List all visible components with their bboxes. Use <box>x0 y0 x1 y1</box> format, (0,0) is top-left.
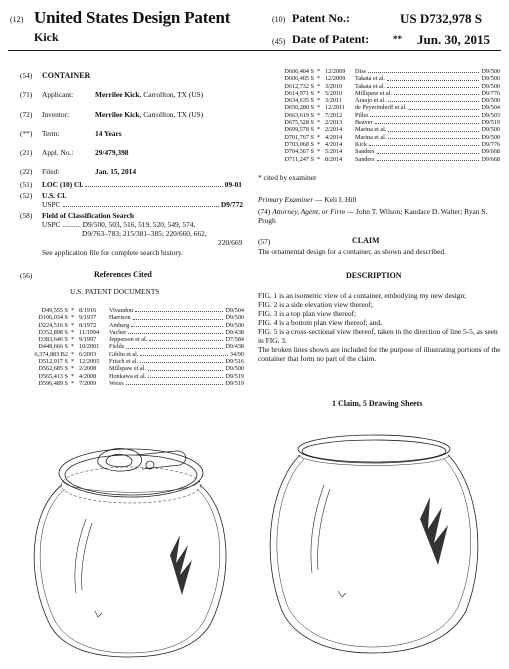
reference-row <box>268 97 500 104</box>
inventor-field: (72) Inventor: Merrilee Kick, Carrollton, TX (US) <box>20 110 204 119</box>
leader-dots <box>370 116 479 117</box>
reference-cited-mark: * <box>71 379 75 387</box>
references-heading-row: (56) <box>20 271 33 280</box>
reference-cited-mark: * <box>71 321 75 329</box>
reference-cited-mark: * <box>317 97 321 105</box>
reference-inventor: Amberg <box>109 321 130 329</box>
reference-number: D614,971 S <box>284 89 314 97</box>
reference-number: D596,489 S <box>38 379 68 387</box>
leader-dots <box>126 348 223 349</box>
reference-date: 5/2014 <box>325 148 343 156</box>
reference-date: 3/2010 <box>325 82 343 90</box>
description-para: FIG. 3 is a top plan view thereof; <box>258 309 357 318</box>
reference-date: 7/2012 <box>325 111 343 119</box>
invention-title: CONTAINER <box>42 71 91 80</box>
reference-number: D634,635 S <box>284 97 314 105</box>
reference-class: D9/668 <box>481 155 500 163</box>
reference-cited-mark: * <box>317 119 321 127</box>
reference-date: 11/1994 <box>79 328 100 336</box>
reference-class: D9/519 <box>481 119 500 127</box>
reference-cited-mark: * <box>317 111 321 119</box>
reference-number: D565,413 S <box>38 372 68 380</box>
reference-inventor: Araujo et al. <box>355 97 386 105</box>
leader-dots <box>368 72 479 73</box>
claim-text: The ornamental design for a container, as shown and described. <box>258 247 446 256</box>
reference-cited-mark: * <box>317 75 321 83</box>
reference-row <box>268 75 500 82</box>
application-number-field: (21) Appl. No.: 29/479,398 <box>20 148 129 157</box>
reference-number: D612,732 S <box>284 82 314 90</box>
reference-number: D606,404 S <box>284 68 314 75</box>
applicant-field: (71) Applicant: Merrilee Kick, Carrollton, TX (US) <box>20 90 204 99</box>
reference-class: D9/500 <box>225 314 244 322</box>
leader-dots <box>140 355 228 356</box>
reference-inventor: Sanders <box>355 155 375 163</box>
filed-field: (22) Filed: Jan. 15, 2014 <box>20 167 137 176</box>
isometric-view-figure <box>34 449 226 657</box>
description-body <box>258 291 502 363</box>
reference-inventor: Fields <box>109 343 125 351</box>
reference-inventor: de Peyerimhoff et al. <box>355 104 407 112</box>
reference-inventor: Weiss <box>109 379 124 387</box>
reference-class: D9/504 <box>481 104 500 112</box>
reference-cited-mark: * <box>71 350 75 358</box>
reference-cited-mark: * <box>71 343 75 351</box>
reference-row <box>22 314 244 321</box>
search-line-1: USPC .......... D9/500, 503, 516, 519, 520, 549, 574, <box>42 220 196 229</box>
reference-date: 2/2008 <box>79 365 97 373</box>
reference-cited-mark: * <box>317 89 321 97</box>
reference-date: 12/2009 <box>325 68 346 75</box>
reference-number: D49,555 S <box>41 307 68 314</box>
leader-dots <box>387 87 479 88</box>
loc-field: (51) LOC (10) Cl. 09-01 <box>20 180 242 189</box>
reference-number: D448,666 S <box>38 343 68 351</box>
cited-by-examiner-note: * cited by examiner <box>258 173 317 182</box>
reference-cited-mark: * <box>71 358 75 366</box>
reference-inventor: Takata et al. <box>355 82 385 90</box>
search-note: See application file for complete search history. <box>42 248 183 257</box>
reference-date: 9/1997 <box>79 336 97 344</box>
leader-dots <box>148 377 223 378</box>
reference-number: D352,898 S <box>38 328 68 336</box>
reference-date: 2/2013 <box>325 119 343 127</box>
reference-date: 2/2014 <box>325 126 343 134</box>
reference-inventor: Frisch et al. <box>109 358 139 366</box>
reference-inventor: Millspaw et al. <box>109 365 146 373</box>
us-cl-field: (52) U.S. Cl. <box>20 191 67 200</box>
inventor-surname: Kick <box>34 30 59 44</box>
leader-dots <box>388 101 480 102</box>
reference-row <box>22 336 244 343</box>
reference-class: D9/438 <box>225 328 244 336</box>
reference-cited-mark: * <box>71 365 75 373</box>
reference-row <box>268 83 500 90</box>
reference-row <box>268 148 500 155</box>
reference-row <box>268 134 500 141</box>
reference-class: D9/500 <box>481 133 500 141</box>
reference-cited-mark: * <box>71 336 75 344</box>
reference-number: D675,528 S <box>284 119 314 127</box>
document-title: United States Design Patent <box>34 8 231 27</box>
reference-number: D699,578 S <box>284 126 314 134</box>
reference-class: D9/500 <box>481 126 500 134</box>
header-rule <box>8 50 501 51</box>
reference-row <box>268 112 500 119</box>
reference-inventor: Kick <box>355 140 368 148</box>
reference-row <box>268 104 500 111</box>
patent-no-label: Patent No.: <box>292 11 350 25</box>
leader-dots <box>377 160 480 161</box>
reference-cited-mark: * <box>317 104 321 112</box>
reference-class: D9/504 <box>225 307 244 314</box>
reference-inventor: Vacher <box>109 328 127 336</box>
reference-inventor: Sanders <box>355 148 375 156</box>
search-line-2: D9/763–783; 215/381–385; 220/660, 662, <box>82 229 207 238</box>
leader-dots <box>135 311 223 312</box>
reference-date: 12/2011 <box>325 104 346 112</box>
reference-date: 4/2008 <box>79 372 97 380</box>
reference-date: 7/2009 <box>79 379 97 387</box>
description-para: The broken lines shown are included for the purpose of illustrating portions of the container that form no part of the claim. <box>258 345 501 363</box>
reference-class: D9/500 <box>225 365 244 373</box>
reference-row <box>22 307 244 314</box>
reference-cited-mark: * <box>71 328 75 336</box>
search-line-3: 220/669 <box>218 238 243 247</box>
reference-row <box>22 329 244 336</box>
reference-cited-mark: * <box>317 155 321 163</box>
leader-dots <box>388 131 479 132</box>
claim-code: (57) <box>258 237 271 246</box>
reference-row <box>268 156 500 163</box>
reference-class: D9/776 <box>481 89 500 97</box>
reference-inventor: Giblin et al. <box>109 350 139 358</box>
leader-dots <box>409 109 480 110</box>
patent-date: Jun. 30, 2015 <box>417 32 490 47</box>
reference-row <box>22 343 244 350</box>
side-view-figure <box>270 435 478 653</box>
reference-date: 4/2014 <box>325 140 343 148</box>
reference-date: 10/2001 <box>79 343 100 351</box>
reference-inventor: Vivaudou <box>109 307 134 314</box>
claims-drawing-summary: 1 Claim, 5 Drawing Sheets <box>332 399 423 408</box>
leader-dots <box>387 80 479 81</box>
reference-number: D703,068 S <box>284 140 314 148</box>
reference-cited-mark: * <box>317 140 321 148</box>
reference-date: 12/2009 <box>325 75 346 83</box>
us-patent-documents-heading: U.S. PATENT DOCUMENTS <box>70 287 160 296</box>
reference-row <box>268 126 500 133</box>
reference-number: D701,767 S <box>284 133 314 141</box>
reference-row <box>22 365 244 372</box>
term-field: (**) Term: 14 Years <box>20 129 122 138</box>
kind-code: (12) <box>10 15 24 24</box>
description-para: FIG. 4 is a bottom plan view thereof; and, <box>258 318 382 327</box>
reference-number: D224,516 S <box>38 321 68 329</box>
reference-number: D711,247 S <box>284 155 314 163</box>
reference-class: 34/90 <box>229 350 244 358</box>
reference-class: D9/668 <box>481 148 500 156</box>
reference-date: 8/1916 <box>79 307 97 314</box>
reference-class: D9/503 <box>481 111 500 119</box>
reference-inventor: Honkawa et al. <box>109 372 147 380</box>
leader-dots <box>388 138 479 139</box>
primary-examiner: Primary Examiner — Keli L Hill <box>258 195 357 204</box>
reference-cited-mark: * <box>317 133 321 141</box>
leader-dots <box>377 153 480 154</box>
reference-cited-mark: * <box>71 307 75 314</box>
reference-row <box>22 358 244 365</box>
reference-class: D9/500 <box>481 75 500 83</box>
description-para: FIG. 2 is a side elevation view thereof; <box>258 300 373 309</box>
leader-dots <box>369 145 479 146</box>
reference-number: D606,405 S <box>284 75 314 83</box>
reference-class: D9/500 <box>481 82 500 90</box>
reference-date: 4/2014 <box>325 133 343 141</box>
leader-dots <box>148 370 223 371</box>
reference-class: D9/516 <box>225 358 244 366</box>
patent-no-code: (10) <box>272 15 286 24</box>
reference-row <box>268 68 500 75</box>
reference-date: 9/1937 <box>79 314 97 322</box>
reference-class: D9/500 <box>225 321 244 329</box>
description-para: FIG. 5 is a cross-sectional view thereof, taken in the direction of line 5-5, as seen in FIG. 3. <box>258 327 498 345</box>
references-left-list <box>22 307 244 387</box>
reference-number: D650,280 S <box>284 104 314 112</box>
reference-inventor: Jepperson et al. <box>109 336 148 344</box>
reference-inventor: Millspaw et al. <box>355 89 392 97</box>
reference-number: D106,034 S <box>38 314 68 322</box>
reference-row <box>22 380 244 387</box>
uspc-line: USPC D9/772 <box>42 200 243 209</box>
reference-cited-mark: * <box>317 68 321 75</box>
reference-row <box>22 351 244 358</box>
reference-date: 12/2005 <box>79 358 100 366</box>
reference-cited-mark: * <box>71 314 75 322</box>
reference-inventor: Beaver <box>355 119 373 127</box>
leader-dots <box>149 340 223 341</box>
reference-number: 6,374,883 B2 <box>34 350 68 358</box>
reference-cited-mark: * <box>317 82 321 90</box>
leader-dots <box>128 333 223 334</box>
reference-date: 6/2003 <box>79 350 97 358</box>
reference-class: D9/500 <box>481 97 500 105</box>
reference-date: 8/1972 <box>79 321 97 329</box>
reference-number: D562,685 S <box>38 365 68 373</box>
reference-cited-mark: * <box>317 148 321 156</box>
leader-dots <box>126 384 224 385</box>
date-code: (45) <box>272 37 286 46</box>
date-asterisks: ** <box>393 34 402 44</box>
reference-inventor: Marina et al. <box>355 126 387 134</box>
reference-cited-mark: * <box>71 372 75 380</box>
leader-dots <box>140 362 223 363</box>
reference-class: D7/584 <box>225 336 244 344</box>
leader-dots <box>375 123 480 124</box>
references-right-list <box>268 68 500 163</box>
reference-class: D9/776 <box>481 140 500 148</box>
reference-date: 3/2011 <box>325 97 342 105</box>
reference-class: D9/519 <box>225 379 244 387</box>
reference-inventor: Takata et al. <box>355 75 385 83</box>
reference-number: D663,619 S <box>284 111 314 119</box>
date-label: Date of Patent: <box>292 32 370 46</box>
reference-date: 5/2010 <box>325 89 343 97</box>
reference-inventor: Diss <box>355 68 367 75</box>
reference-inventor: Pillet <box>355 111 369 119</box>
container-drawing <box>0 425 509 669</box>
title-field: (54) CONTAINER <box>20 71 91 80</box>
references-heading: References Cited <box>94 270 152 279</box>
reference-row <box>22 322 244 329</box>
reference-inventor: Marina et al. <box>355 133 387 141</box>
claim-heading: CLAIM <box>352 236 380 245</box>
reference-cited-mark: * <box>317 126 321 134</box>
reference-date: 8/2014 <box>325 155 343 163</box>
leader-dots <box>131 326 223 327</box>
description-heading: DESCRIPTION <box>346 271 402 280</box>
reference-class: D9/519 <box>225 372 244 380</box>
reference-row <box>268 141 500 148</box>
reference-row <box>22 373 244 380</box>
leader-dots <box>133 319 224 320</box>
reference-number: D383,646 S <box>38 336 68 344</box>
reference-class: D9/500 <box>481 68 500 75</box>
reference-row <box>268 119 500 126</box>
reference-number: D704,567 S <box>284 148 314 156</box>
reference-row <box>268 90 500 97</box>
patent-number: US D732,978 S <box>400 11 482 26</box>
reference-inventor: Harrison <box>109 314 131 322</box>
reference-number: D512,917 S <box>38 358 68 366</box>
attorney-agent-firm: (74) Attorney, Agent, or Firm — John T. Wilson; Kandace D. Walter; Ryan S. Prugh <box>258 207 488 225</box>
search-field-heading: (58) Field of Classification Search <box>20 211 135 220</box>
leader-dots <box>394 94 479 95</box>
reference-class: D9/438 <box>225 343 244 351</box>
description-para: FIG. 1 is an isometric view of a container, embodying my new design; <box>258 291 467 300</box>
